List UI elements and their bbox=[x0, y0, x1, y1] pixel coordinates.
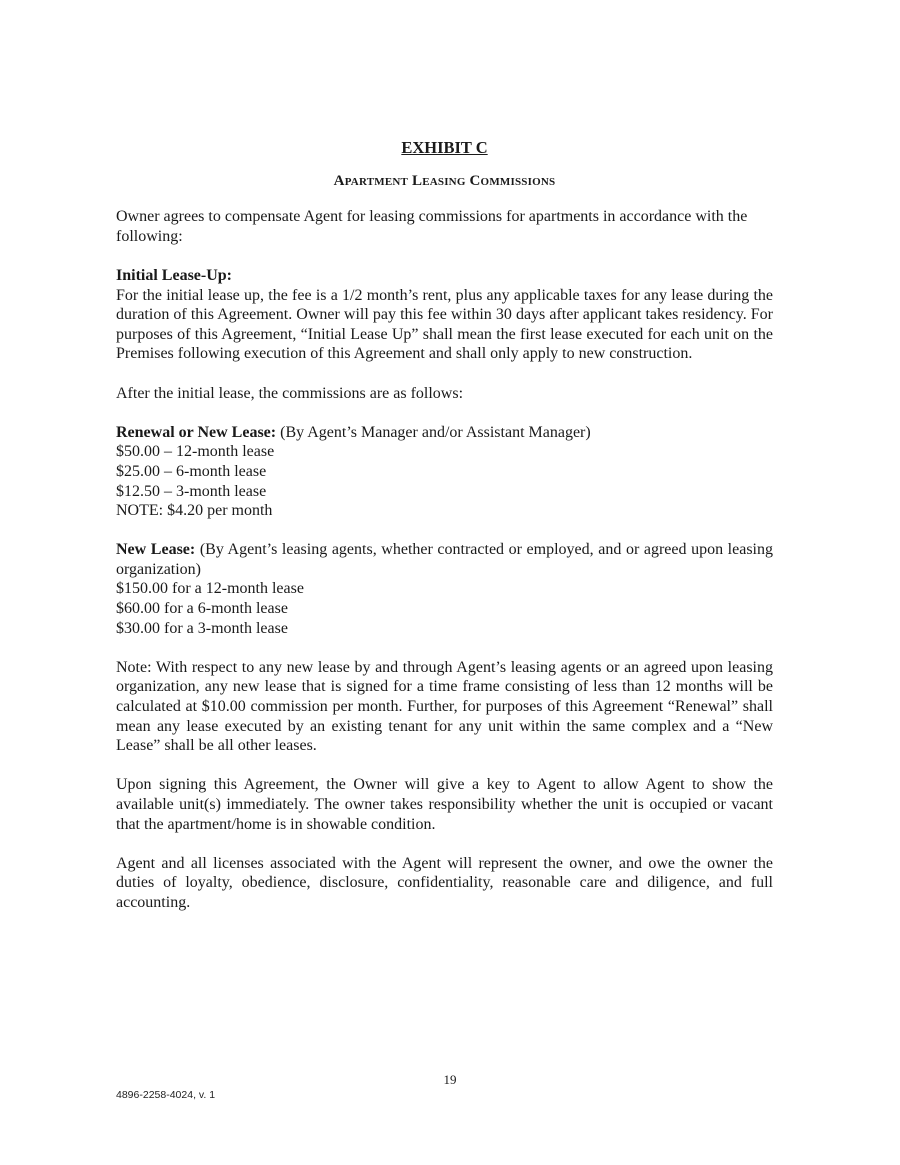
document-id: 4896-2258-4024, v. 1 bbox=[116, 1089, 216, 1101]
key-paragraph: Upon signing this Agreement, the Owner will give a key to Agent to allow Agent to show the available unit(s) immediately. The owner takes responsibility whether the unit is occupied or vacant that the apartment/home is in showable condition. bbox=[116, 776, 773, 833]
new-lease-item: $60.00 for a 6-month lease bbox=[116, 600, 288, 618]
new-lease-heading bbox=[116, 540, 773, 579]
renewal-item: $12.50 – 3-month lease bbox=[116, 482, 267, 500]
after-initial-paragraph: After the initial lease, the commissions are as follows: bbox=[116, 384, 464, 402]
renewal-note: NOTE: $4.20 per month bbox=[116, 502, 273, 520]
new-lease-description: (By Agent’s leasing agents, whether contracted or employed, and or agreed upon leasing organization) bbox=[116, 541, 773, 578]
initial-lease-up-paragraph: For the initial lease up, the fee is a 1/2 month’s rent, plus any applicable taxes for any lease during the duration of this Agreement. Owner will pay this fee within 30 days after applicant takes residency. For purposes of this Agreement, “Initial Lease Up” shall mean the first lease executed for each unit on the Premises following execution of this Agreement and shall only apply to new construction. bbox=[116, 286, 773, 363]
intro-paragraph: Owner agrees to compensate Agent for leasing commissions for apartments in accordance with the following: bbox=[116, 208, 748, 245]
exhibit-subtitle: Apartment Leasing Commissions bbox=[333, 172, 556, 189]
new-lease-item: $30.00 for a 3-month lease bbox=[116, 619, 288, 637]
renewal-heading bbox=[116, 423, 773, 443]
document-body bbox=[116, 138, 773, 913]
new-lease-label: New Lease: bbox=[116, 541, 196, 559]
exhibit-title: EXHIBIT C bbox=[401, 138, 488, 157]
renewal-label: Renewal or New Lease: bbox=[116, 423, 277, 441]
renewal-description: (By Agent’s Manager and/or Assistant Manager) bbox=[276, 423, 591, 441]
renewal-item: $50.00 – 12-month lease bbox=[116, 443, 275, 461]
initial-lease-up-label: Initial Lease-Up: bbox=[116, 266, 232, 284]
new-lease-item: $150.00 for a 12-month lease bbox=[116, 580, 304, 598]
duties-paragraph: Agent and all licenses associated with the Agent will represent the owner, and owe the owner the duties of loyalty, obedience, disclosure, confidentiality, reasonable care and diligence, and full accounting. bbox=[116, 854, 773, 911]
note-paragraph: Note: With respect to any new lease by and through Agent’s leasing agents or an agreed upon leasing organization, any new lease that is signed for a time frame consisting of less than 12 months will be calculated at $10.00 commission per month. Further, for purposes of this Agreement “Renewal” shall mean any lease executed by an existing tenant for any unit within the same complex and a “New Lease” shall be all other leases. bbox=[116, 658, 773, 755]
renewal-item: $25.00 – 6-month lease bbox=[116, 462, 267, 480]
page-number: 19 bbox=[443, 1072, 457, 1087]
